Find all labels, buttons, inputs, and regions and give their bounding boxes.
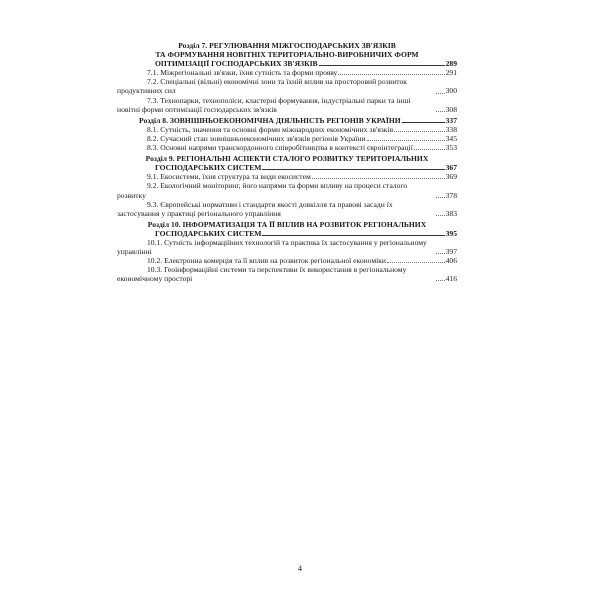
section-heading[interactable] [117, 116, 457, 125]
leader-dots [312, 177, 445, 179]
entry-page-number: 369 [445, 172, 457, 182]
section-heading-line: Розділ 7. РЕГУЛЮВАННЯ МІЖГОСПОДАРСЬКИХ ЗВ'ЯЗКІВ [178, 41, 396, 50]
leader-dots [436, 252, 445, 254]
section-heading-text: ОПТИМІЗАЦІЇ ГОСПОДАРСЬКИХ ЗВ'ЯЗКІВ [155, 59, 318, 69]
section-heading[interactable] [117, 163, 457, 172]
toc-entry-title: 10.3. Геоінформаційні системи та перспективи їх використання в регіональному економічному просторі [117, 265, 407, 284]
toc-entry-title: 8.1. Сутність, значення та основні форми міжнародних економічних зв'язків [147, 124, 394, 134]
section-heading-text: ГОСПОДАРСЬКИХ СИСТЕМ [155, 228, 262, 238]
toc-entry-title: 7.3. Технопарки, технополіси, кластерні формування, індустріальні парки та інші новітні форми оптимізації господарських зв'язків [117, 95, 411, 114]
entry-page-number: 291 [445, 68, 457, 78]
leader-dots [436, 92, 445, 94]
section-heading[interactable] [117, 59, 457, 68]
leader-dots [436, 214, 445, 216]
section-heading-text: Розділ 8. ЗОВНІШНЬОЕКОНОМІЧНА ДІЯЛЬНІСТЬ РЕГІОНІВ УКРАЇНИ [139, 115, 401, 125]
toc-section [117, 116, 457, 152]
toc-section [117, 41, 457, 114]
toc-section [117, 220, 457, 284]
entry-page-number: 353 [445, 143, 457, 153]
leader-dots [436, 196, 445, 198]
entry-page-number: 308 [445, 104, 457, 114]
leader-dots [367, 139, 445, 141]
entry-page-number: 397 [445, 247, 457, 257]
page-number: 4 [298, 564, 302, 573]
leader-dots [414, 148, 445, 150]
toc-entry-title: 9.1. Екосистеми, їхня структура та види екосистем [147, 172, 311, 182]
toc-entry-title: 8.3. Основні напрями транскордонного співробітництва в контексті євроінтеграції [147, 143, 413, 153]
entry-page-number: 378 [445, 190, 457, 200]
toc-section [117, 154, 457, 218]
toc-entry-title: 9.3. Європейські нормативи і стандарти якості довкілля та правові засади їх застосування у практиці регіонального управління [117, 199, 393, 218]
entry-page-number: 345 [445, 133, 457, 143]
toc-entry-title: 9.2. Екологічний моніторинг, його напрями та форми впливу на процеси сталого розвитку [117, 181, 408, 200]
section-heading[interactable] [117, 229, 457, 238]
section-page-number: 337 [445, 115, 457, 125]
toc-entry-title: 10.1. Сутність інформаційних технологій та практика їх застосування у регіональному управлінні [117, 237, 427, 257]
toc-entry[interactable] [117, 96, 457, 114]
toc-entry[interactable] [117, 125, 457, 134]
entry-page-number: 300 [445, 86, 457, 96]
toc-entry-title: 8.2. Сучасний стан зовнішньоекономічних зв'язків регіонів України [147, 133, 366, 143]
leader-dots [262, 168, 444, 170]
toc-entry[interactable] [117, 200, 457, 218]
toc-entry[interactable] [117, 134, 457, 143]
toc-entry-title: 7.1. Міжрегіональні зв'язки, їхня сутність та форми прояву [147, 68, 338, 78]
leader-dots [436, 110, 445, 112]
toc-entry[interactable] [117, 256, 457, 265]
entry-page-number: 383 [445, 208, 457, 218]
toc-entry[interactable] [117, 172, 457, 181]
section-heading-line: Розділ 9. РЕГІОНАЛЬНІ АСПЕКТИ СТАЛОГО РОЗВИТКУ ТЕРИТОРІАЛЬНИХ [145, 154, 429, 164]
toc-entry-title: 7.2. Спеціальні (вільні) економічні зони та їхній вплив на просторовий розвиток продуктивних сил [117, 77, 408, 96]
section-heading-text: ГОСПОДАРСЬКИХ СИСТЕМ [155, 163, 262, 173]
toc-entry[interactable] [117, 77, 457, 95]
leader-dots [436, 279, 445, 281]
toc-entry[interactable] [117, 265, 457, 283]
leader-dots [338, 73, 444, 75]
section-heading-line: ТА ФОРМУВАННЯ НОВІТНІХ ТЕРИТОРІАЛЬНО-ВИРОБНИЧИХ ФОРМ [155, 50, 419, 60]
toc-entry[interactable] [117, 143, 457, 152]
toc-entry[interactable] [117, 238, 457, 256]
leader-dots [394, 130, 444, 132]
leader-dots [402, 121, 445, 123]
leader-dots [319, 64, 445, 66]
section-heading-line: Розділ 10. ІНФОРМАТИЗАЦІЯ ТА ЇЇ ВПЛИВ НА РОЗВИТОК РЕГІОНАЛЬНИХ [147, 219, 427, 229]
toc-entry-title: 10.2. Електронна комерція та її вплив на розвиток регіональної економіки [147, 256, 386, 266]
entry-page-number: 338 [445, 124, 457, 134]
entry-page-number: 416 [445, 274, 457, 284]
table-of-contents [117, 41, 457, 285]
section-page-number: 367 [445, 163, 457, 173]
entry-page-number: 406 [445, 256, 457, 266]
toc-entry[interactable] [117, 68, 457, 77]
section-page-number: 289 [445, 59, 457, 69]
section-page-number: 395 [445, 228, 457, 238]
toc-entry[interactable] [117, 181, 457, 199]
leader-dots [262, 234, 444, 236]
leader-dots [387, 261, 445, 263]
